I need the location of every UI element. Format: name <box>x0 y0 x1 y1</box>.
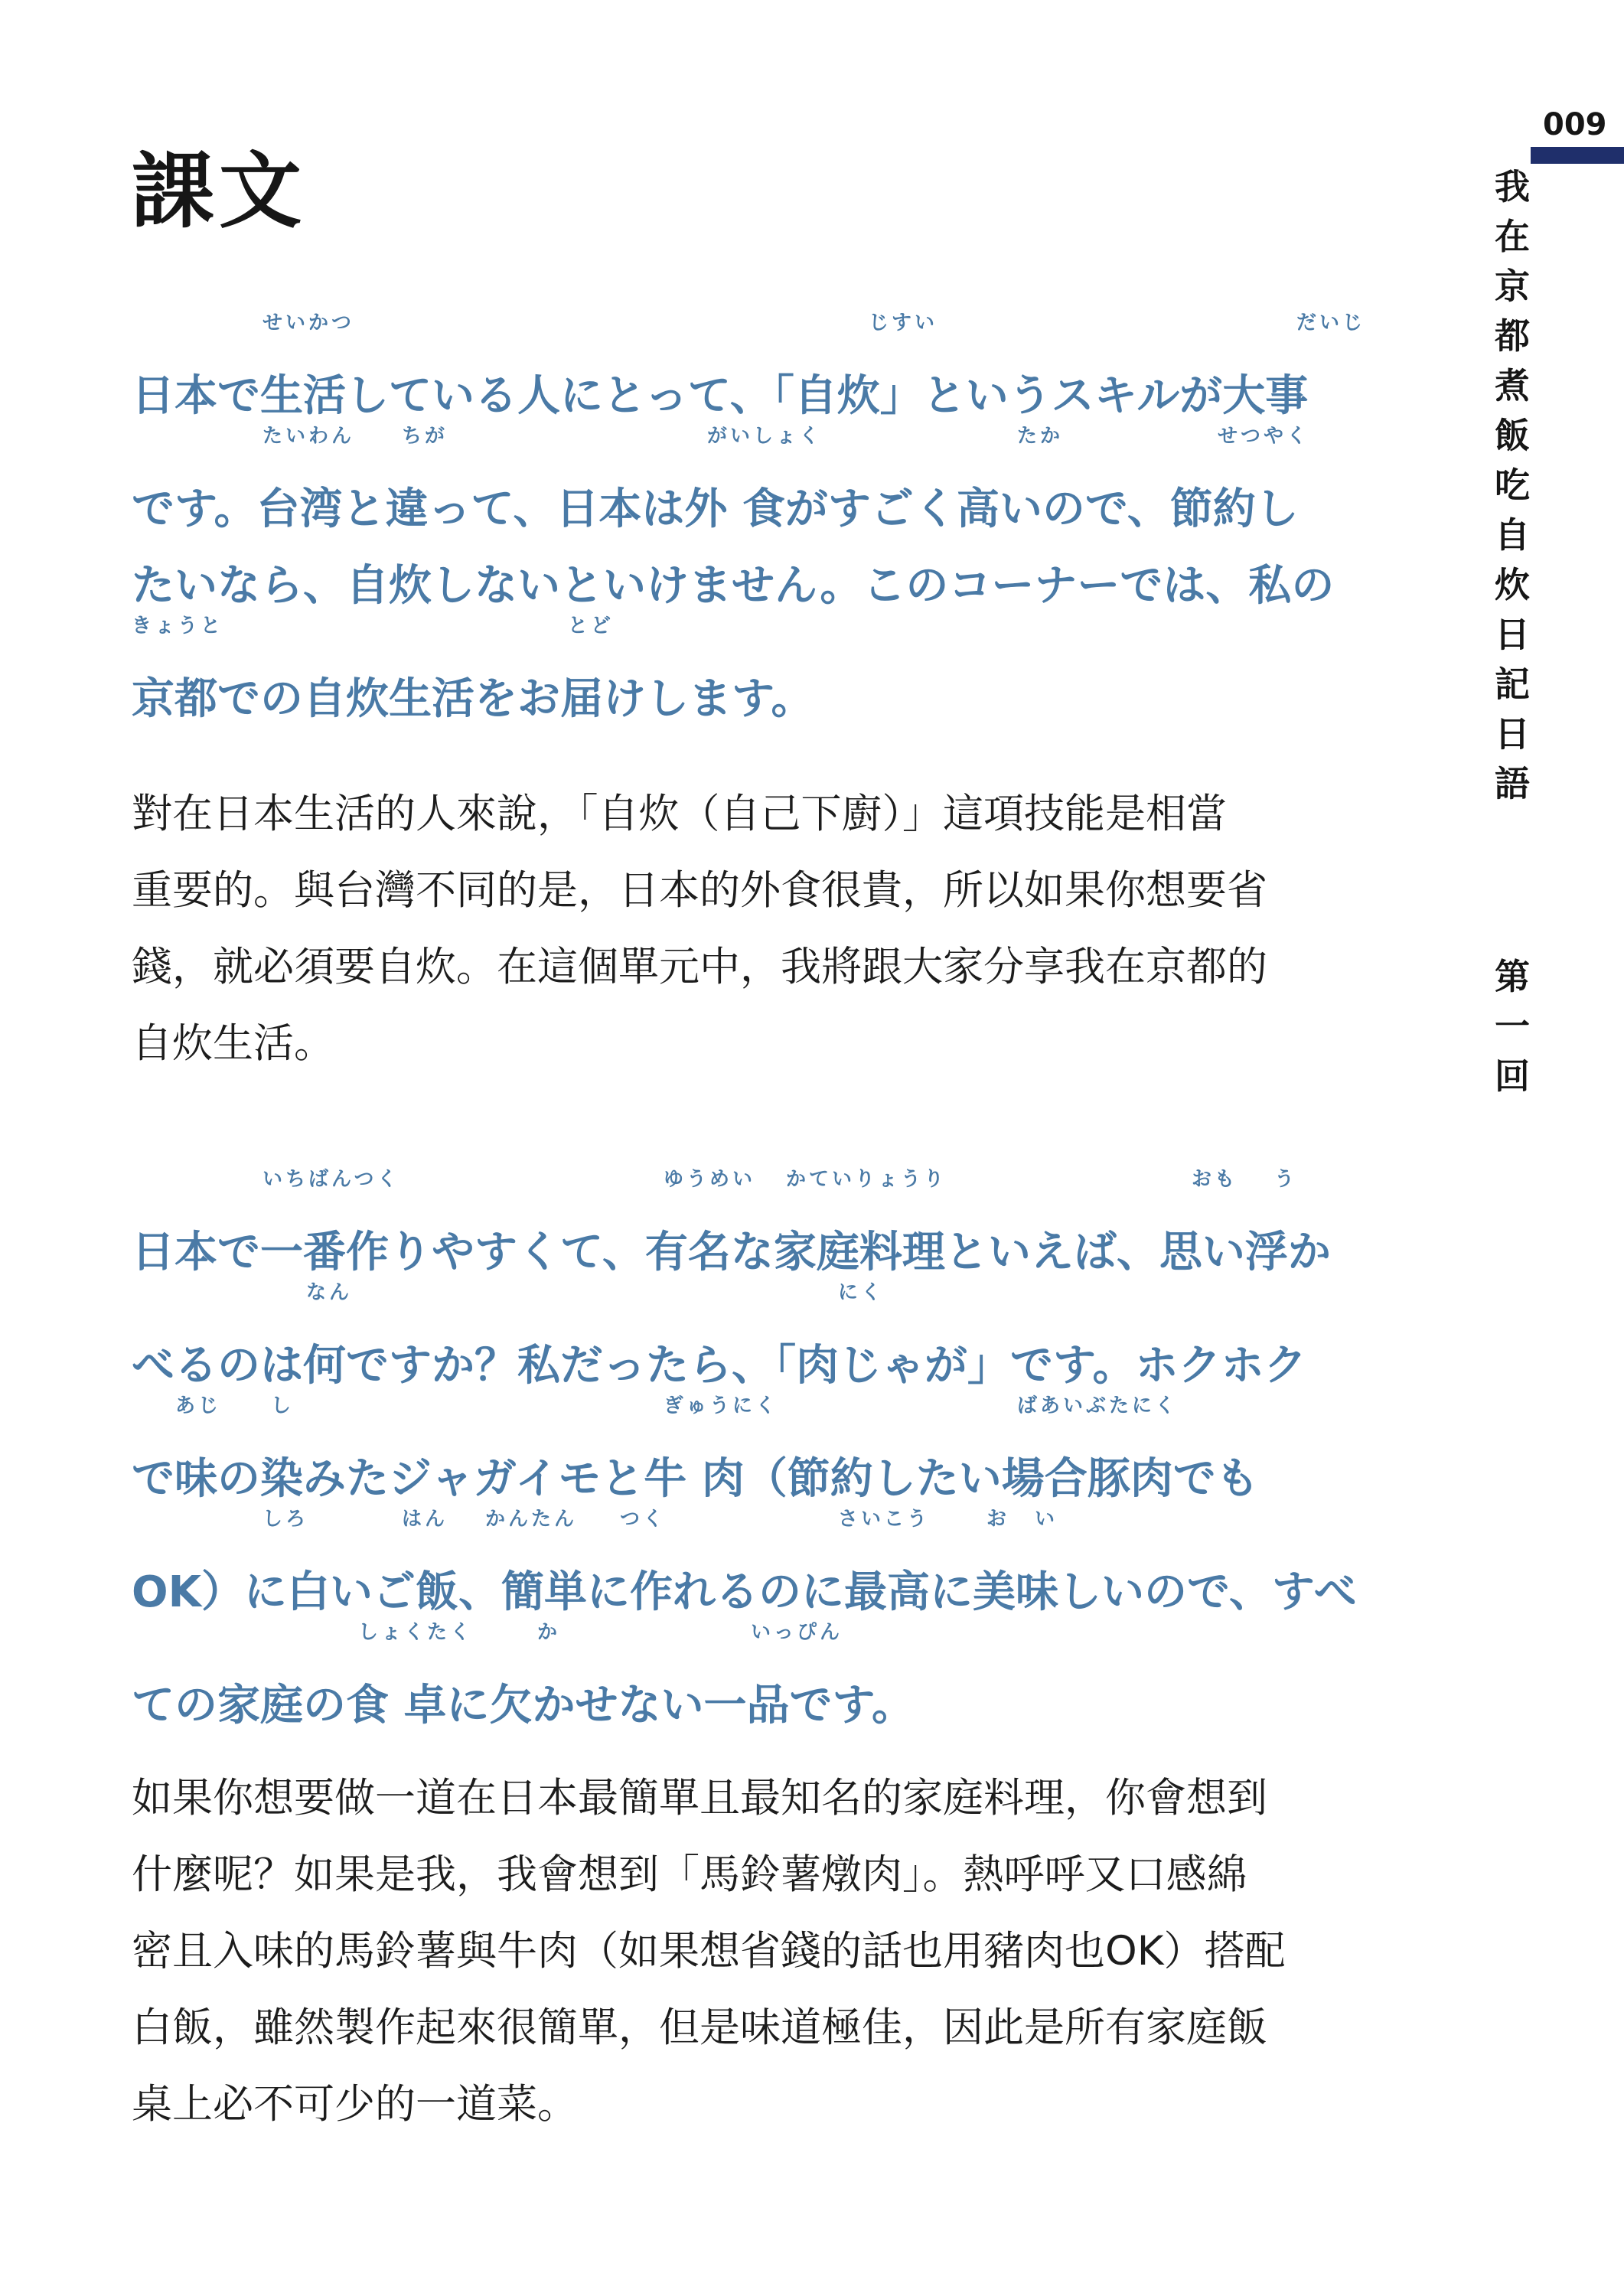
translation-line: 密且入味的馬鈴薯與牛肉（如果想省錢的話也用豬肉也OK）搭配 <box>132 1928 1286 1975</box>
passage-line-text: で味の染みたジャガイモと牛 肉（節約したい場合豚肉でも <box>132 1454 1259 1504</box>
side-book-title <box>1488 162 1537 809</box>
passage-line-text: べるのは何ですか？私だったら、「肉じゃが」です。ホクホク <box>132 1341 1307 1391</box>
japanese-passage-2 <box>132 1166 1356 1733</box>
translation-line: 什麼呢？如果是我，我會想到「馬鈴薯燉肉」。熱呼呼又口感綿 <box>132 1851 1247 1898</box>
side-title-char: 記 <box>1495 664 1530 705</box>
furigana-reading: たいわん <box>263 425 355 448</box>
passage-line <box>132 1280 1356 1393</box>
furigana-reading: つく <box>620 1508 667 1531</box>
side-chapter-char: 第 <box>1495 956 1530 997</box>
furigana-reading: はん <box>402 1508 448 1531</box>
furigana-reading: せいかつ <box>263 311 355 334</box>
side-title-char: 京 <box>1495 266 1530 307</box>
translation-line: 錢，就必須要自炊。在這個單元中，我將跟大家分享我在京都的 <box>132 944 1267 990</box>
side-title-char: 炊 <box>1495 564 1530 605</box>
passage-line <box>132 310 1366 423</box>
side-title-char: 日 <box>1495 614 1530 655</box>
passage-line <box>132 613 1356 726</box>
side-title-char: 吃 <box>1495 465 1530 506</box>
translation-line: 桌上必不可少的一道菜。 <box>132 2081 578 2128</box>
passage-line-text: OK）に白いご飯、簡単に作れるのに最高に美味しいので、すべ <box>132 1567 1357 1617</box>
furigana-reading: きょうと <box>132 615 224 638</box>
passage-line <box>132 1166 1356 1280</box>
furigana-reading: なん <box>306 1281 353 1304</box>
furigana-reading: しろ <box>263 1508 309 1531</box>
side-title-char: 煮 <box>1495 365 1530 406</box>
side-title-char: 飯 <box>1495 415 1530 456</box>
passage-line <box>132 423 1356 536</box>
furigana-reading: がいしょく <box>707 425 823 448</box>
furigana-reading: いっぴん <box>751 1621 843 1644</box>
passage-line-text: 日本で生活している人にとって、「自炊」というスキルが大事 <box>132 371 1309 421</box>
passage-line-text: 日本で一番作りやすくて、有名な家庭料理といえば、思い浮か <box>132 1228 1331 1277</box>
furigana-reading: ちが <box>402 425 448 448</box>
chinese-translation-2 <box>132 1760 1356 2143</box>
furigana-reading: いちばんつく <box>263 1168 400 1191</box>
furigana-reading: ゆうめい <box>664 1168 756 1191</box>
passage-line-text: たいなら、自炊しないといけません。このコーナーでは、私の <box>132 561 1335 611</box>
furigana-reading: とど <box>568 615 615 638</box>
furigana-reading: にく <box>838 1281 885 1304</box>
furigana-reading: かんたん <box>485 1508 578 1531</box>
side-title-char: 在 <box>1495 216 1530 257</box>
furigana-reading: ばあいぶたにく <box>1017 1394 1179 1417</box>
furigana-reading: お <box>986 1508 1010 1531</box>
furigana-reading: たか <box>1017 425 1064 448</box>
furigana-reading: かていりょうり <box>786 1168 947 1191</box>
furigana-reading: う <box>1274 1168 1298 1191</box>
side-chapter-label <box>1488 952 1537 1101</box>
translation-line: 對在日本生活的人來說，「自炊（自己下廚）」這項技能是相當 <box>132 791 1227 837</box>
furigana-reading: さいこう <box>838 1508 931 1531</box>
furigana-reading: せつやく <box>1218 425 1310 448</box>
side-title-char: 自 <box>1495 514 1530 556</box>
passage-line <box>132 1506 1356 1619</box>
passage-line <box>132 1619 1356 1733</box>
translation-line: 如果你想要做一道在日本最簡單且最知名的家庭料理，你會想到 <box>132 1775 1267 1821</box>
translation-line: 自炊生活。 <box>132 1020 334 1067</box>
furigana-reading: だいじ <box>1296 311 1366 334</box>
passage-line-text: 京都での自炊生活をお届けします。 <box>132 674 814 724</box>
side-title-char: 我 <box>1495 166 1530 207</box>
furigana-reading: じすい <box>869 311 938 334</box>
passage-line <box>132 536 1356 613</box>
side-chapter-char: 回 <box>1495 1055 1530 1097</box>
furigana-reading: ぎゅうにく <box>664 1394 779 1417</box>
side-title-char: 都 <box>1495 315 1530 357</box>
side-title-char: 日 <box>1495 713 1530 755</box>
passage-line <box>132 1393 1356 1506</box>
page-number: 009 <box>1543 107 1607 142</box>
japanese-passage-1 <box>132 310 1366 726</box>
furigana-reading: し <box>271 1394 295 1417</box>
furigana-reading: あじ <box>175 1394 222 1417</box>
translation-line: 白飯，雖然製作起來很簡單，但是味道極佳，因此是所有家庭飯 <box>132 2004 1267 2051</box>
furigana-reading: か <box>537 1621 561 1644</box>
passage-line-text: です。台湾と違って、日本は外 食がすごく高いので、節約し <box>132 484 1299 534</box>
section-heading: 課文 <box>132 144 307 240</box>
translation-line: 重要的。與台灣不同的是，日本的外食很貴，所以如果你想要省 <box>132 867 1267 914</box>
chinese-translation-1 <box>132 776 1356 1082</box>
side-title-char: 語 <box>1495 763 1530 804</box>
furigana-reading: しょくたく <box>358 1621 474 1644</box>
furigana-reading: い <box>1035 1508 1058 1531</box>
side-chapter-char: 一 <box>1495 1006 1530 1047</box>
page-number-rule <box>1531 147 1624 164</box>
passage-line-text: ての家庭の食 卓に欠かせない一品です。 <box>132 1681 915 1730</box>
furigana-reading: おも <box>1192 1168 1238 1191</box>
